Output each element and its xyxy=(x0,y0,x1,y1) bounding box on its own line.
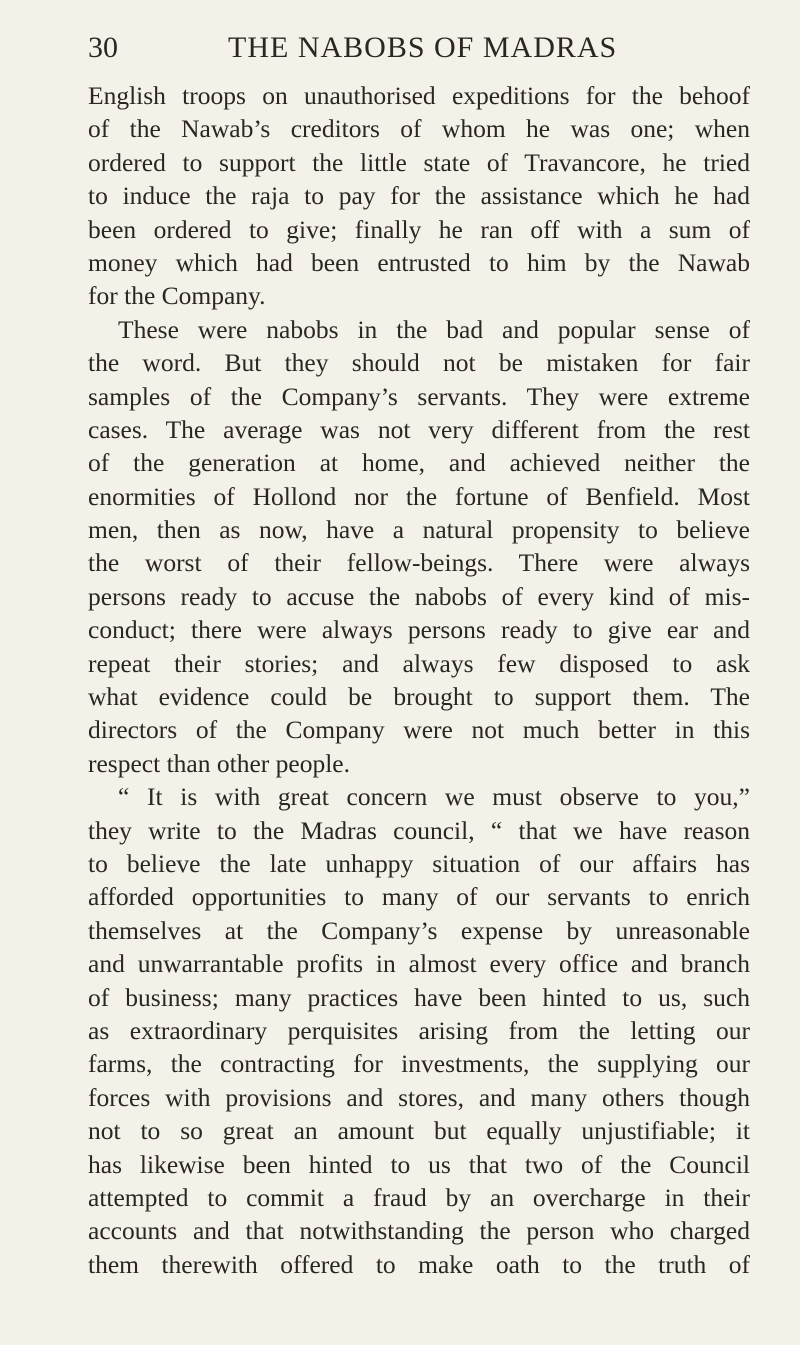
text-line: money which had been entrusted to him by the Nawab xyxy=(88,247,750,277)
text-line: themselves at the Company’s expense by unreasonable xyxy=(88,915,750,945)
body-text xyxy=(88,79,750,1281)
text-line: enormities of Hollond nor the fortune of Benfield. Most xyxy=(88,481,750,511)
text-line: ordered to support the little state of Travancore, he tried xyxy=(88,147,750,177)
text-line: persons ready to accuse the nabobs of every kind of mis- xyxy=(88,581,750,611)
text-line: “ It is with great concern we must observe to you,” xyxy=(118,782,750,812)
text-line: of the generation at home, and achieved neither the xyxy=(88,448,750,478)
text-line: farms, the contracting for investments, the supplying our xyxy=(88,1049,750,1079)
text-line: men, then as now, have a natural propensity to believe xyxy=(88,515,750,545)
text-line: what evidence could be brought to support them. The xyxy=(88,682,750,712)
text-line: of business; many practices have been hinted to us, such xyxy=(88,982,750,1012)
running-head xyxy=(88,28,748,68)
text-line: not to so great an amount but equally unjustifiable; it xyxy=(88,1116,750,1146)
paragraph xyxy=(88,780,750,1281)
text-line: they write to the Madras council, “ that we have reason xyxy=(88,815,750,845)
text-line: to induce the raja to pay for the assistance which he had xyxy=(88,181,750,211)
text-line: repeat their stories; and always few disposed to ask xyxy=(88,648,750,678)
text-line: accounts and that notwithstanding the person who charged xyxy=(88,1216,750,1246)
text-line: These were nabobs in the bad and popular sense of xyxy=(118,314,750,344)
text-line: cases. The average was not very different from the rest xyxy=(88,414,750,444)
text-line: samples of the Company’s servants. They were extreme xyxy=(88,381,750,411)
text-line: to believe the late unhappy situation of our affairs has xyxy=(88,848,750,878)
text-line: and unwarrantable profits in almost every office and branch xyxy=(88,949,750,979)
text-line: as extraordinary perquisites arising from the letting our xyxy=(88,1015,750,1045)
paragraph xyxy=(88,313,750,780)
page-number: 30 xyxy=(88,31,118,64)
text-line: the worst of their fellow-beings. There were always xyxy=(88,548,750,578)
text-line: respect than other people. xyxy=(88,748,350,778)
text-line: afforded opportunities to many of our servants to enrich xyxy=(88,882,750,912)
text-line: directors of the Company were not much better in this xyxy=(88,715,750,745)
text-line: them therewith offered to make oath to the truth of xyxy=(88,1249,750,1279)
text-line: forces with provisions and stores, and many others though xyxy=(88,1082,750,1112)
text-line: English troops on unauthorised expeditions for the behoof xyxy=(88,81,750,110)
text-line: for the Company. xyxy=(88,281,266,311)
text-line: been ordered to give; finally he ran off with a sum of xyxy=(88,214,750,244)
text-line: the word. But they should not be mistaken for fair xyxy=(88,348,750,378)
text-line: conduct; there were always persons ready to give ear and xyxy=(88,615,750,645)
text-line: of the Nawab’s creditors of whom he was one; when xyxy=(88,114,750,144)
text-line: has likewise been hinted to us that two of the Council xyxy=(88,1149,750,1179)
paragraph xyxy=(88,79,750,313)
running-title: THE NABOBS OF MADRAS xyxy=(228,31,618,64)
text-line: attempted to commit a fraud by an overcharge in their xyxy=(88,1182,750,1212)
